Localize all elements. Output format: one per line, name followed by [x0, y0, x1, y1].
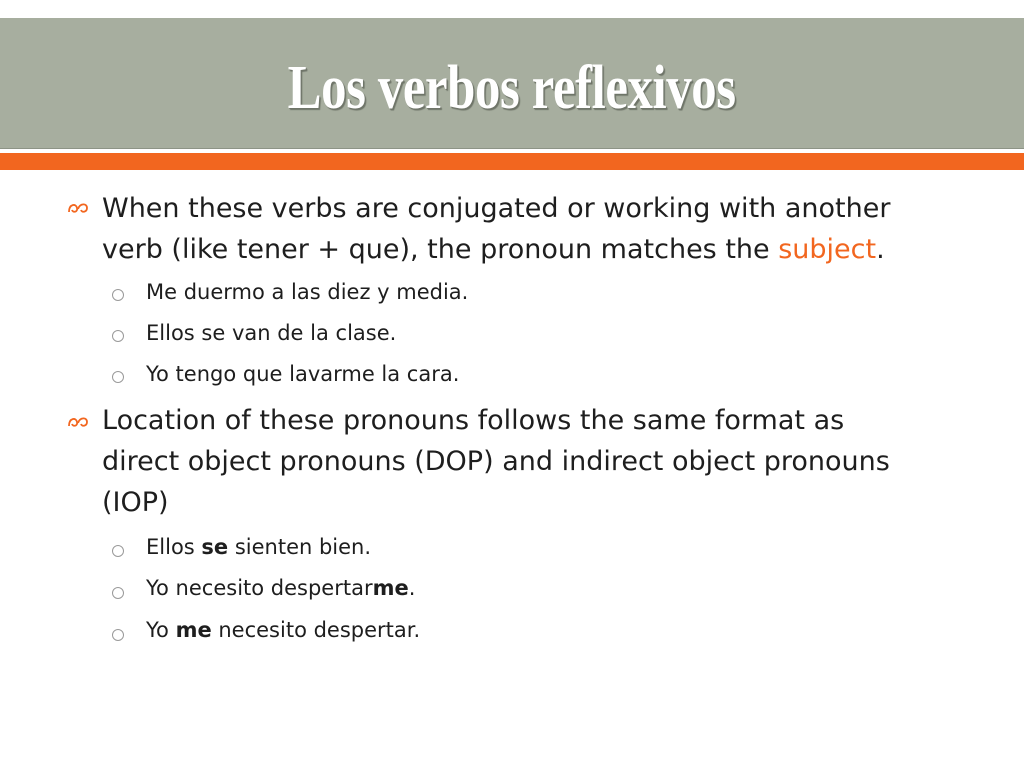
fleuron-bullet-icon — [66, 414, 90, 430]
circle-bullet-icon — [112, 289, 124, 301]
sub-bullet — [146, 616, 946, 644]
sub-text: Yo necesito despertar — [146, 576, 373, 600]
sub-bullet — [146, 533, 946, 561]
slide-title: Los verbos reflexivos — [287, 54, 736, 122]
pronoun-emphasis: me — [372, 576, 409, 600]
sub-bullet: Ellos se van de la clase. — [146, 321, 397, 345]
circle-bullet-icon — [112, 545, 124, 557]
circle-bullet-icon — [112, 330, 124, 342]
bullet-1-line-1: When these verbs are conjugated or working with another — [102, 193, 891, 224]
pronoun-emphasis: se — [201, 535, 229, 559]
circle-bullet-icon — [112, 371, 124, 383]
sub-text: Yo — [146, 618, 176, 642]
sub-bullet: Yo tengo que lavarme la cara. — [146, 362, 460, 386]
sub-text: sienten bien. — [228, 535, 372, 559]
circle-bullet-icon — [112, 629, 124, 641]
sub-bullet: Me duermo a las diez y media. — [146, 280, 469, 304]
sub-text: . — [408, 576, 416, 600]
highlight-subject: subject — [778, 234, 877, 265]
sub-text: Ellos — [146, 535, 202, 559]
bullet-1-line-2-text: verb (like tener + que), the pronoun matches the — [102, 234, 779, 265]
sub-bullet — [146, 574, 946, 602]
bullet-2-line-3: (IOP) — [102, 487, 169, 518]
fleuron-bullet-icon — [66, 200, 90, 216]
bullet-2-line-2: direct object pronouns (DOP) and indirect object pronouns — [102, 446, 890, 477]
bullet-1-line-2 — [102, 229, 962, 271]
bullet-2-line-1: Location of these pronouns follows the same format as — [102, 405, 845, 436]
circle-bullet-icon — [112, 587, 124, 599]
bullet-1-line-2-end: . — [876, 234, 885, 265]
pronoun-emphasis: me — [175, 618, 212, 642]
sub-text: necesito despertar. — [211, 618, 421, 642]
